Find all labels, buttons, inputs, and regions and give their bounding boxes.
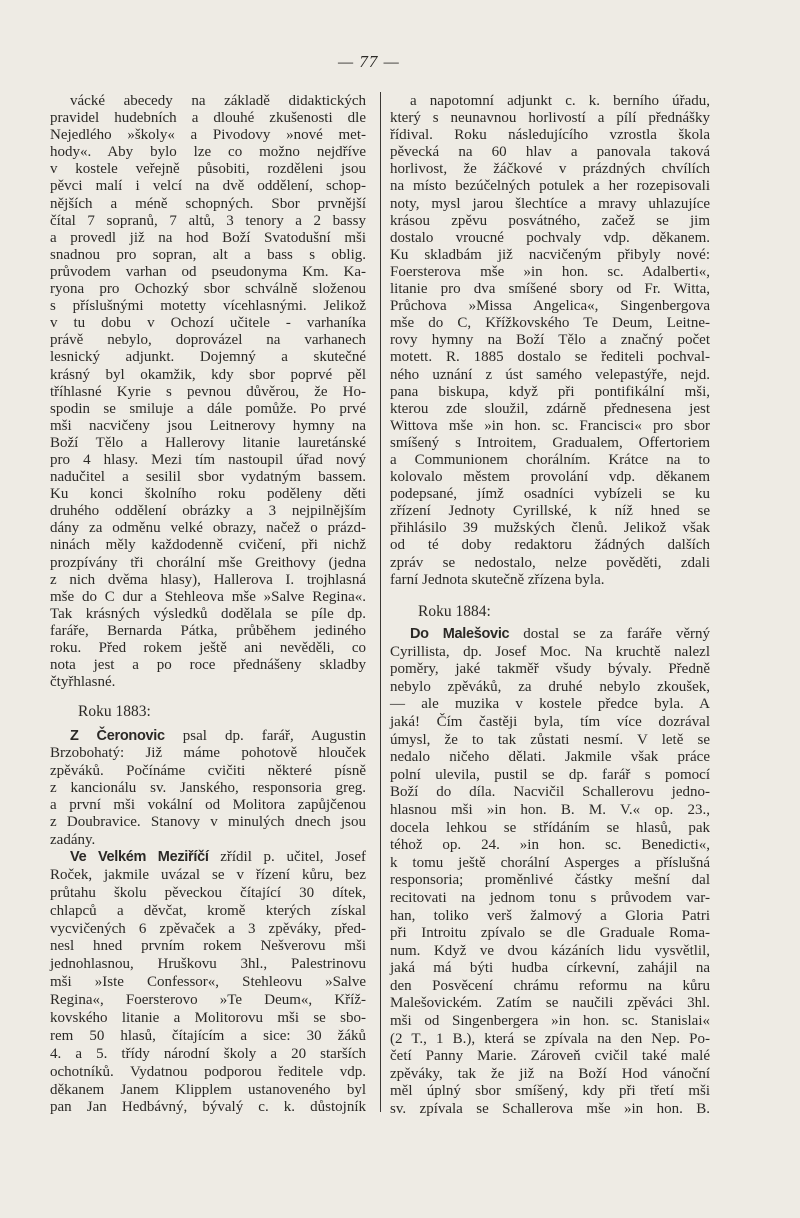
text-line: jaká má býti hudba církevní, zahájil na (390, 960, 710, 977)
text-line: Boží do díla. Nacvičil Schallerovu jedno- (390, 784, 710, 801)
text-line (390, 626, 710, 644)
left-paragraph-1 (50, 93, 366, 691)
text-line: sv. zpívala se Schallerova mše »in hon. B. (390, 1101, 710, 1118)
text-line: mši nacvičeny jsou Leitnerovy hymny na (50, 417, 366, 434)
text-line: lesnický adjunkt. Dojemný a skutečné (50, 349, 366, 366)
text-line: úmysl, že to tak zůstati nesmí. V letě se (390, 731, 710, 748)
right-paragraph-1 (390, 93, 710, 588)
text-line: s příslušnými motetty vícehlasnými. Jelikož (50, 298, 366, 315)
text-line: mše do C, Křížkovského Te Deum, Leitne- (390, 315, 710, 332)
text-line: četí Panny Marie. Zároveň cvičil také malé (390, 1048, 710, 1065)
text-line: k tomu ještě chorální Asperges a příslušná (390, 854, 710, 871)
text-line: podepsané, jímž osadníci vybízeli se ku (390, 486, 710, 503)
section-heading-1883: Roku 1883: (78, 703, 151, 720)
section-heading-1884: Roku 1884: (418, 603, 491, 620)
text-line: ryona pro Ochozký sbor schválně složenou (50, 281, 366, 298)
text-line: Malešovickém. Zatím se naučili zpěváci 3hl. (390, 995, 710, 1012)
text-line: docela lehkou se střídáním se hlasů, pak (390, 819, 710, 836)
text-line: na místo bezúčelných potulek a her rozepisovali (390, 178, 710, 195)
text-line: nebylo zpěváků, za druhé nebylo zkoušek, (390, 678, 710, 695)
text-line: Foersterova mše »in hon. sc. Adalberti«, (390, 263, 710, 280)
text-line: han, toliko verš žalmový a Gloria Patri (390, 907, 710, 924)
paragraph-ceronovic (50, 728, 366, 848)
text-line: pěvecká na 60 hlav a panovala taková (390, 144, 710, 161)
text-line: z Doubravice. Stanovy v minulých dnech jsou (50, 814, 366, 831)
text-line: z kancionálu sv. Janského, responsoria greg. (50, 779, 366, 796)
lead-place-name: Do Malešovic (410, 626, 510, 642)
text-line: v tu dobu v Ochozí učitele - varhaníka (50, 315, 366, 332)
lead-place-name: Z Čeronovic (70, 728, 165, 744)
text-line: Cyrillista, dp. Josef Moc. Na kruchtě nalezl (390, 643, 710, 660)
text-line: rem 50 hlasů, čítajícím a sice: 30 žáků (50, 1027, 366, 1044)
text-line: Regina«, Foersterovo »Te Deum«, Kříž- (50, 992, 366, 1009)
text-line: rovy hymny na Boží Tělo a značný počet (390, 332, 710, 349)
text-line: chlapců a děvčat, kromě kterých získal (50, 902, 366, 919)
text-line: den Posvěcení chrámu reformu na kůru (390, 977, 710, 994)
page-number: — 77 — (338, 52, 400, 71)
text-line: ného uznání z úst samého velepastýře, nejd. (390, 366, 710, 383)
text-line: pravidel hudebních a dlouhé zkušenosti dle (50, 110, 366, 127)
text-line: čtyřhlasné. (50, 674, 116, 691)
text-line: Wittova mše »in hon. sc. Francisci« pro sbor (390, 417, 710, 434)
text-line: při Introitu zpívalo se dle Graduale Roma- (390, 925, 710, 942)
text-line: který s neunavnou horlivostí a pílí přednášky (390, 110, 710, 127)
text-line (50, 849, 366, 867)
text-line: jednohlasnou, Hruškovu 3hl., Palestrinovu (50, 956, 366, 973)
text-line: Tak krásných výsledků dodělala se píle dp. (50, 605, 366, 622)
text-line: responsoria; proměnlivé částky mešní dal (390, 872, 710, 889)
text-line: mši od Singenbergera »in hon. sc. Stanislai« (390, 1013, 710, 1030)
text-line: čítal 7 sopranů, 7 altů, 3 tenory a 2 bassy (50, 212, 366, 229)
text-line: ochotníků. Vydatnou podporou ředitele vdp. (50, 1063, 366, 1080)
text-line: farní Jednota skutečně zřízena byla. (390, 571, 605, 588)
text-line: motett. R. 1885 dostalo se řediteli pochval- (390, 349, 710, 366)
text-line: zpráv se nedostalo, nelze pověděti, zdali (390, 554, 710, 571)
lead-place-name: Ve Velkém Meziříčí (70, 849, 209, 865)
text-line: dány za odměnu velké obrazy, načež o prázd- (50, 520, 366, 537)
text-line: krásný byl okamžik, kdy sbor poprvé pěl (50, 366, 366, 383)
text-line: poměry, jaké takměř všudy bývaly. Předně (390, 661, 710, 678)
text-line: mši »Iste Confessor«, Stehleovu »Salve (50, 974, 366, 991)
text-line: pro 4 hlasy. Mezi tím nastoupil úřad nový (50, 451, 366, 468)
text-line: polní ulevila, pustil se dp. farář s pomocí (390, 766, 710, 783)
text-line: z nich dvěma hlasy), Hallerova I. trojhlasná (50, 571, 366, 588)
text-line: mše do C dur a Stehleova mše »Salve Regina«. (50, 588, 366, 605)
text-line: zadány. (50, 831, 96, 848)
text-line: noty, mysl jarou šlechtíce a mravy uhlazujíce (390, 195, 710, 212)
text-line: a provedl již na hod Boží Svatodušní mši (50, 229, 366, 246)
text-line: Brzobohatý: Již máme pohotově hlouček (50, 745, 366, 762)
text-line: nějších a méně schopných. Sbor prvnější (50, 195, 366, 212)
text-line: průtahu školu pěveckou čítající 30 dítek, (50, 884, 366, 901)
text-line: hlasnou mši »in hon. B. M. V.« op. 23., (390, 801, 710, 818)
text-line: od té doby redaktoru žádných dalších (390, 537, 710, 554)
text-line: — ale muzika v kostele předce byla. A (390, 696, 710, 713)
text-line: nadučitel a sesilil sbor vydatným bassem. (50, 469, 366, 486)
text-line: roku. Před rokem ještě ani nevěděli, co (50, 640, 366, 656)
text-line: snadnou pro sopran, alt a bass s oblig. (50, 246, 366, 263)
text-line: právě nebylo, doprovázel na varhanech (50, 332, 366, 349)
line-text: zřídil p. učitel, Josef (208, 849, 366, 865)
text-line: druhého oddělení obrázky a 3 nejpilnějším (50, 503, 366, 520)
text-line: ninách měly každodenně cvičení, při nichž (50, 537, 366, 554)
text-line: kovského litanie a Molitorovu mši se sbo- (50, 1010, 366, 1027)
text-line: měl úplný sbor smíšený, kdy při třetí mši (390, 1083, 710, 1100)
text-line: num. Když ve dvou kázáních lidu vysvětlil, (390, 942, 710, 959)
text-line: Ku konci školního roku poděleny děti (50, 486, 366, 503)
text-line: zpěváky, tak že již na Boží Hod vánoční (390, 1065, 710, 1082)
text-line: kterou zde sloužil, zdárně přednesena jest (390, 400, 710, 417)
paragraph-malesovic (390, 626, 710, 1118)
text-line: spodin se smiluje a dále pomůže. Po prvé (50, 400, 366, 417)
text-line: a první mši vokální od Molitora zapůjčenou (50, 797, 366, 814)
text-line: zřízení Jednoty Cyrillské, k níž hned se (390, 503, 710, 520)
text-line: recitovati na jednom tonu s průvodem var- (390, 889, 710, 906)
text-line: pana biskupa, když při pontifikální mši, (390, 383, 710, 400)
text-line: přihlásilo 39 mužských členů. Jelikož však (390, 520, 710, 537)
text-line: krásou zpěvu posvátného, začež se jim (390, 212, 710, 229)
text-line: prozpívány tři chorální mše Greithovy (jedna (50, 554, 366, 571)
column-divider (380, 92, 381, 1112)
line-text: dostal se za faráře věrný (509, 626, 710, 642)
text-line: smíšený s Introitem, Gradualem, Offertoriem (390, 434, 710, 451)
text-line: průvodem varhan od pseudonyma Km. Ka- (50, 263, 366, 280)
paragraph-velke-mezirici (50, 849, 366, 1116)
text-line: pěvci malí i velcí na dvě oddělení, schop- (50, 178, 366, 195)
text-line: tříhlasné Kyrie s pevnou důvěrou, že Ho- (50, 383, 366, 400)
text-line: vácké abecedy na základě didaktických (70, 93, 366, 109)
text-line: nesl hned prvním rokem Nešverovu mši (50, 938, 366, 955)
text-line: řídival. Roku následujícího vzrostla škola (390, 127, 710, 144)
text-line: 4. a 5. třídy národní školy a 20 starších (50, 1045, 366, 1062)
text-line: Roček, jakmile uvázal se v řízení kůru, bez (50, 866, 366, 883)
line-text: psal dp. farář, Augustin (164, 728, 366, 744)
text-line: nota jest a po roce přednášeny skladby (50, 657, 366, 674)
text-line: pan Jan Hedbávný, bývalý c. k. důstojník (50, 1099, 366, 1116)
text-line: zpěváků. Počínáme cvičiti některé písně (50, 762, 366, 779)
text-line: Ku skladbám již nacvičeným přibyly nové: (390, 246, 710, 263)
text-line: vycvičených 6 zpěvaček a 3 zpěváky, před- (50, 920, 366, 937)
text-line: horlivost, že žáčkové v prázdných chvílích (390, 161, 710, 178)
text-line: litanie pro dva smíšené sbory od Fr. Witta, (390, 281, 710, 298)
text-line: téhož op. 24. »in hon. sc. Benedicti«, (390, 837, 710, 854)
text-line: hody«. Aby bylo lze co možno nejdříve (50, 144, 366, 161)
text-line: (2 T., 1 B.), která se zpívala na den Nep. Po- (390, 1030, 710, 1047)
text-line: Nejedlého »školy« a Pivodovy »nové met- (50, 127, 366, 144)
text-line: jaká! Čím častěji byla, tím více dozrával (390, 713, 710, 730)
text-line: a Communionem chorálním. Krátce na to (390, 451, 710, 468)
text-line: a napotomní adjunkt c. k. berního úřadu, (410, 93, 710, 109)
text-line (50, 728, 366, 745)
text-line: nedalo ničeho dělati. Jakmile však práce (390, 749, 710, 766)
text-line: dostalo vroucné pochvaly vdp. děkanem. (390, 229, 710, 246)
text-line: děkanem Janem Klipplem ustanoveného byl (50, 1081, 366, 1098)
text-line: Boží Tělo a Hallerovy litanie lauretánské (50, 434, 366, 451)
text-line: Průchova »Missa Angelica«, Singenbergova (390, 298, 710, 315)
text-line: v kostele veřejně působiti, rozděleni jsou (50, 161, 366, 178)
text-line: kolovalo městem provolání vdp. děkanem (390, 469, 710, 486)
text-line: faráře, Bernarda Pátka, průběhem jediného (50, 622, 366, 639)
